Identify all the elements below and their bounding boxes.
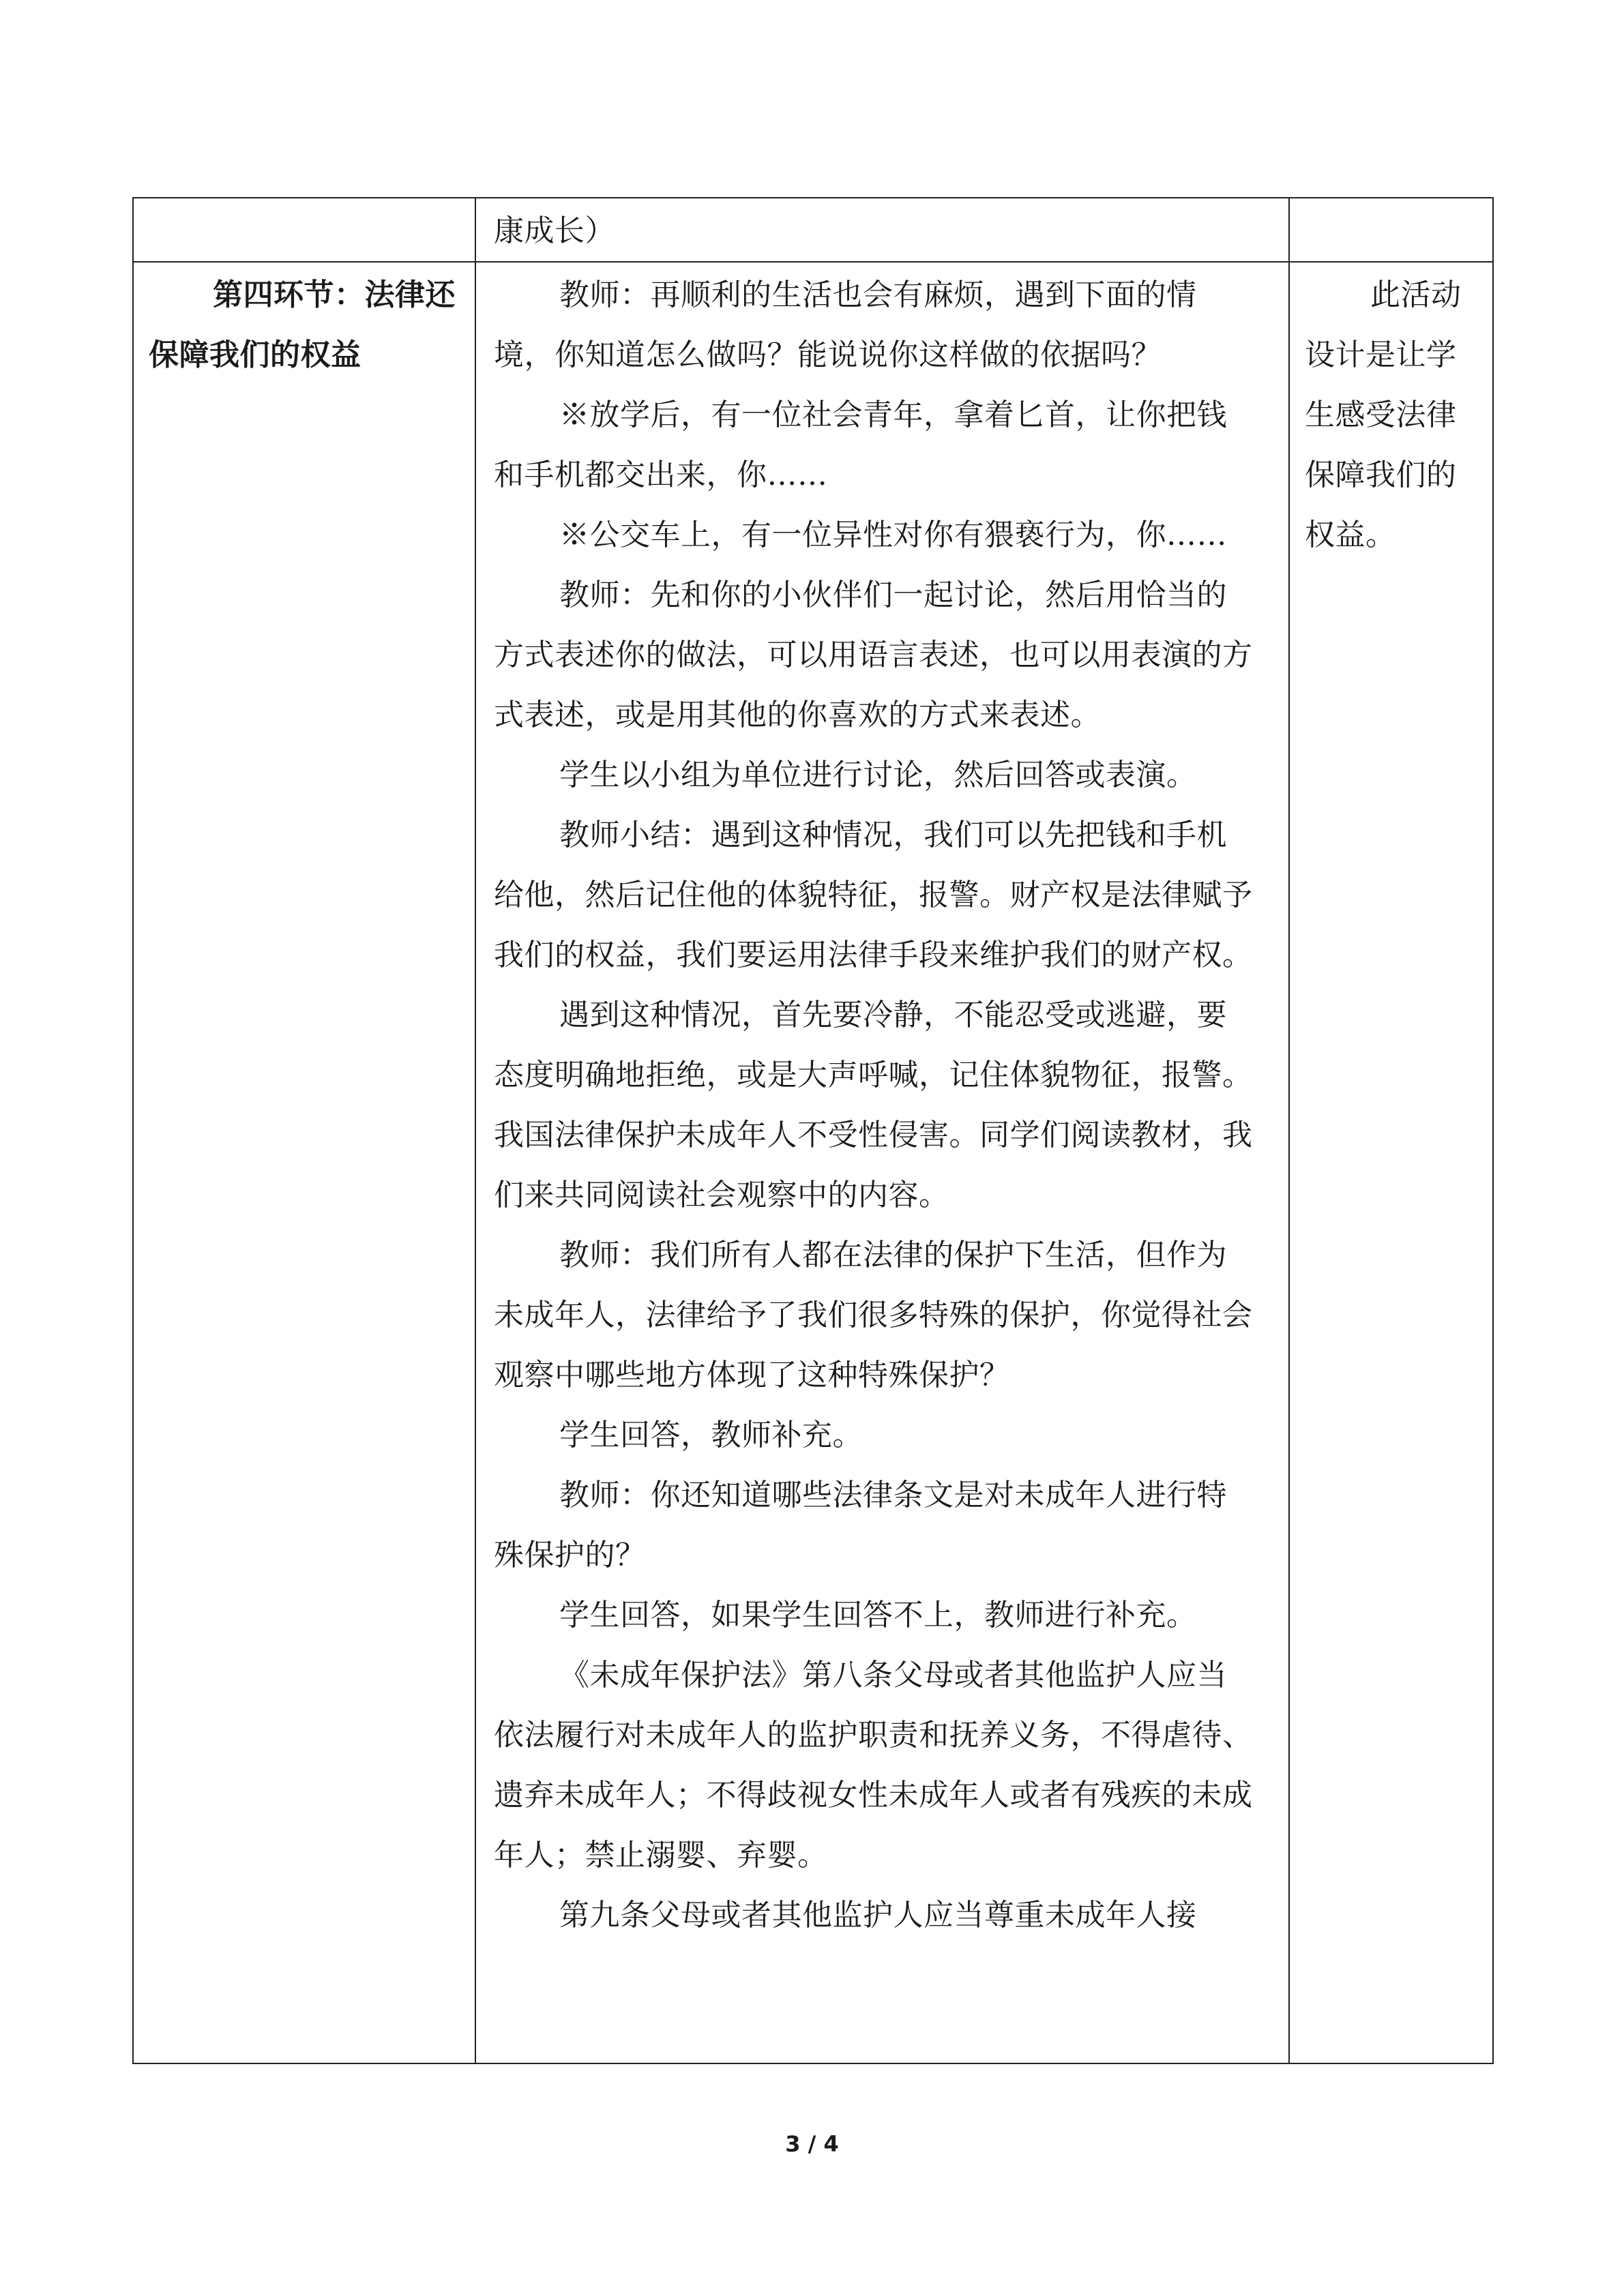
paragraph: 学生以小组为单位进行讨论，然后回答或表演。 bbox=[559, 758, 1197, 792]
table-cell-design bbox=[1289, 198, 1493, 262]
paragraph: 遇到这种情况，首先要冷静，不能忍受或逃避，要态度明确地拒绝，或是大声呼喊，记住体貌物征，报警。我国法律保护未成年人不受性侵害。同学们阅读教材，我们来共同阅读社会观察中的内容。 bbox=[494, 998, 1253, 1212]
paragraph: 学生回答，如果学生回答不上，教师进行补充。 bbox=[559, 1598, 1197, 1632]
cell-text bbox=[134, 198, 475, 201]
page-number: 3 / 4 bbox=[785, 2131, 839, 2157]
table-cell-content bbox=[475, 198, 1289, 262]
paragraph: 教师小结：遇到这种情况，我们可以先把钱和手机给他，然后记住他的体貌特征，报警。财产权是法律赋予我们的权益，我们要运用法律手段来维护我们的财产权。 bbox=[494, 818, 1253, 972]
table-cell-design bbox=[1289, 262, 1493, 2063]
paragraph: 《未成年保护法》第八条父母或者其他监护人应当依法履行对未成年人的监护职责和抚养义务，不得虐待、遗弃未成年人；不得歧视女性未成年人或者有残疾的未成年人；禁止溺婴、弃婴。 bbox=[494, 1658, 1253, 1873]
table-row bbox=[133, 262, 1493, 2063]
paragraph: 教师：再顺利的生活也会有麻烦，遇到下面的情境，你知道怎么做吗？能说说你这样做的依据吗？ bbox=[494, 278, 1197, 372]
cell-text: 康成长） bbox=[494, 213, 615, 248]
paragraph: ※公交车上，有一位异性对你有猥亵行为，你…… bbox=[559, 518, 1227, 552]
paragraph: 教师：你还知道哪些法律条文是对未成年人进行特殊保护的？ bbox=[494, 1478, 1227, 1572]
paragraph: 教师：先和你的小伙伴们一起讨论，然后用恰当的方式表述你的做法，可以用语言表述，也可以用表演的方式表述，或是用其他的你喜欢的方式来表述。 bbox=[494, 578, 1253, 732]
design-note: 此活动设计是让学生感受法律保障我们的权益。 bbox=[1305, 278, 1462, 552]
cell-text bbox=[1290, 198, 1492, 201]
table-row bbox=[133, 198, 1493, 262]
paragraph: ※放学后，有一位社会青年，拿着匕首，让你把钱和手机都交出来，你…… bbox=[494, 398, 1227, 492]
section-title: 第四环节：法律还保障我们的权益 bbox=[149, 278, 456, 372]
teaching-process bbox=[476, 263, 1288, 1945]
table-cell-stage bbox=[133, 198, 475, 262]
paragraph: 教师：我们所有人都在法律的保护下生活，但作为未成年人，法律给予了我们很多特殊的保护，你觉得社会观察中哪些地方体现了这种特殊保护？ bbox=[494, 1238, 1253, 1392]
table-cell-content bbox=[475, 262, 1289, 2063]
table-cell-stage bbox=[133, 262, 475, 2063]
lesson-plan-table bbox=[132, 197, 1494, 2064]
paragraph: 学生回答，教师补充。 bbox=[559, 1418, 863, 1452]
paragraph: 第九条父母或者其他监护人应当尊重未成年人接 bbox=[559, 1898, 1197, 1933]
